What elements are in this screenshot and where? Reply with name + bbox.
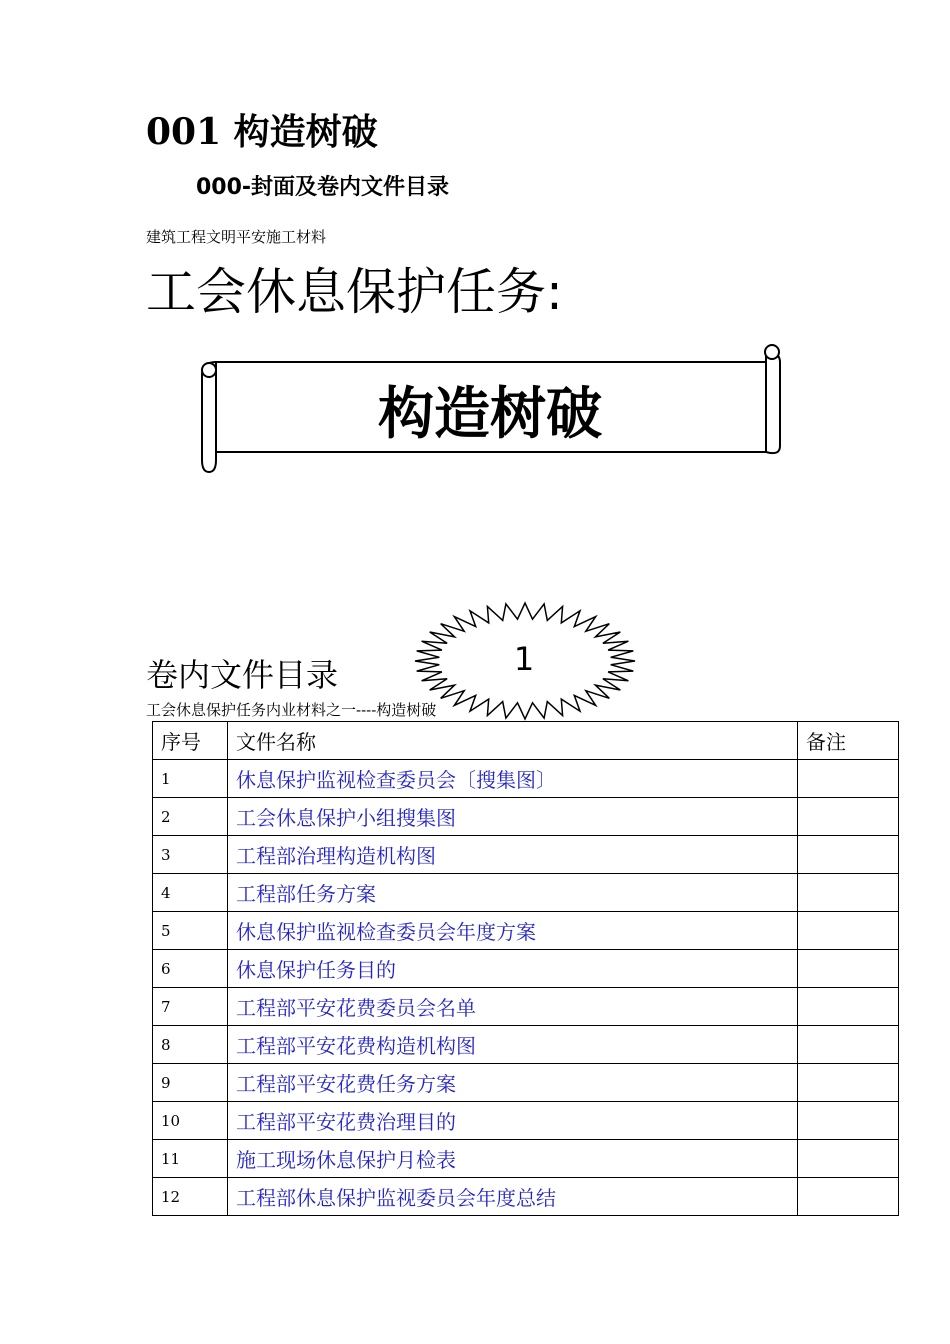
row-file-name: 工程部平安花费治理目的: [228, 1102, 798, 1140]
toc-subtitle: 工会休息保护任务内业材料之一----构造树破: [146, 701, 437, 719]
column-header-index: 序号: [153, 722, 228, 760]
row-remark: [798, 988, 899, 1026]
row-index: 12: [153, 1178, 228, 1216]
document-subtitle: 000-封面及卷内文件目录: [196, 175, 450, 200]
row-file-name: 工程部休息保护监视委员会年度总结: [228, 1178, 798, 1216]
table-row: [153, 874, 899, 912]
badge-number: 1: [513, 640, 535, 678]
row-remark: [798, 912, 899, 950]
document-title: 001 构造树破: [146, 111, 378, 153]
row-file-name: 休息保护监视检查委员会年度方案: [228, 912, 798, 950]
row-index: 2: [153, 798, 228, 836]
toc-table: [152, 721, 899, 1216]
row-index: 10: [153, 1102, 228, 1140]
table-row: [153, 1102, 899, 1140]
document-category: 建筑工程文明平安施工材料: [146, 228, 327, 246]
table-row: [153, 1026, 899, 1064]
column-header-remark: 备注: [798, 722, 899, 760]
table-row: [153, 1064, 899, 1102]
column-header-name: 文件名称: [228, 722, 798, 760]
row-file-name: 工会休息保护小组搜集图: [228, 798, 798, 836]
row-file-name: 休息保护监视检查委员会〔搜集图〕: [228, 760, 798, 798]
banner-title: 构造树破: [378, 382, 602, 447]
row-index: 9: [153, 1064, 228, 1102]
table-row: [153, 912, 899, 950]
row-index: 11: [153, 1140, 228, 1178]
row-remark: [798, 950, 899, 988]
row-file-name: 工程部平安花费委员会名单: [228, 988, 798, 1026]
row-file-name: 工程部治理构造机构图: [228, 836, 798, 874]
row-index: 1: [153, 760, 228, 798]
row-file-name: 工程部平安花费任务方案: [228, 1064, 798, 1102]
row-index: 7: [153, 988, 228, 1026]
row-remark: [798, 1102, 899, 1140]
row-remark: [798, 1064, 899, 1102]
toc-heading: 卷内文件目录: [146, 656, 339, 694]
row-remark: [798, 1178, 899, 1216]
row-remark: [798, 1140, 899, 1178]
row-file-name: 休息保护任务目的: [228, 950, 798, 988]
table-row: [153, 798, 899, 836]
row-remark: [798, 1026, 899, 1064]
table-row: [153, 1140, 899, 1178]
toc-header-row: [153, 722, 899, 760]
document-heading: 工会休息保护任务:: [146, 263, 563, 321]
row-file-name: 工程部平安花费构造机构图: [228, 1026, 798, 1064]
table-row: [153, 836, 899, 874]
row-index: 6: [153, 950, 228, 988]
table-row: [153, 950, 899, 988]
table-row: [153, 1178, 899, 1216]
row-index: 8: [153, 1026, 228, 1064]
row-remark: [798, 760, 899, 798]
row-index: 3: [153, 836, 228, 874]
table-row: [153, 988, 899, 1026]
row-remark: [798, 874, 899, 912]
row-remark: [798, 798, 899, 836]
row-index: 4: [153, 874, 228, 912]
row-file-name: 工程部任务方案: [228, 874, 798, 912]
row-file-name: 施工现场休息保护月检表: [228, 1140, 798, 1178]
row-index: 5: [153, 912, 228, 950]
row-remark: [798, 836, 899, 874]
table-row: [153, 760, 899, 798]
